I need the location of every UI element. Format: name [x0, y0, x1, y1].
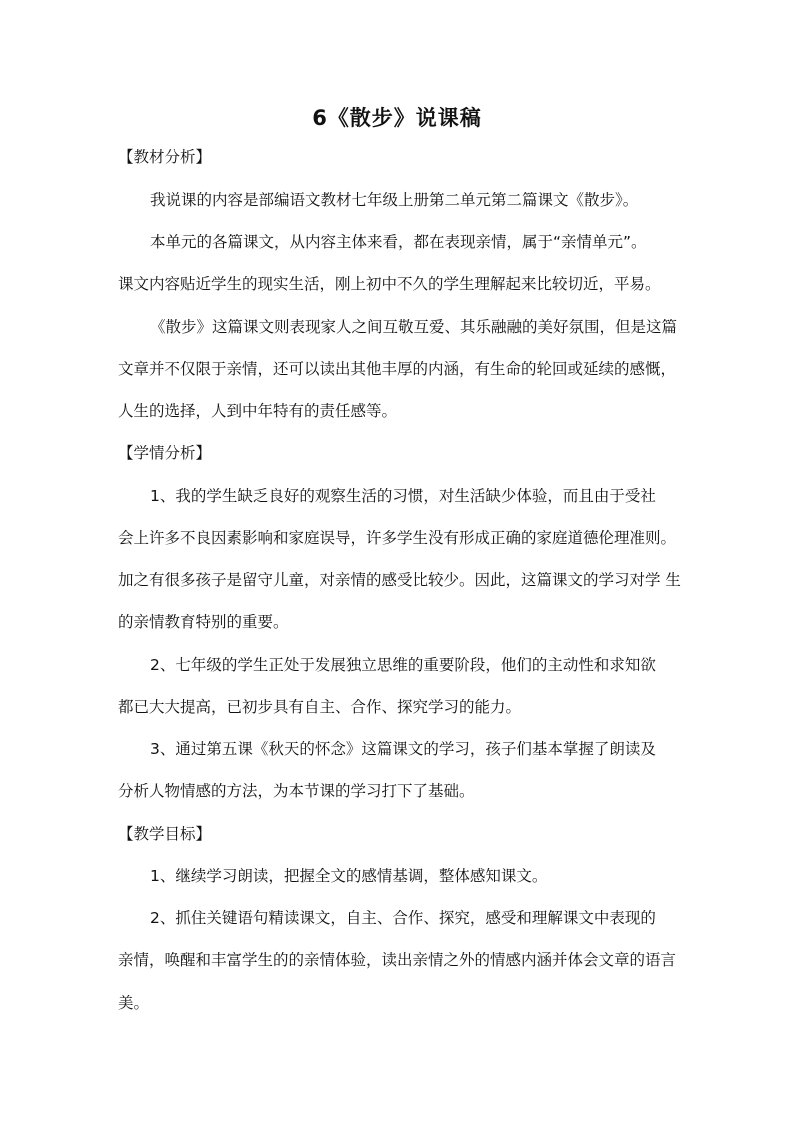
- paragraph-line: 本单元的各篇课文，从内容主体来看，都在表现亲情，属于“亲情单元”。: [150, 233, 647, 251]
- paragraph-line: 都已大大提高，已初步具有自主、合作、探究学习的能力。: [118, 698, 522, 716]
- paragraph-line: 会上许多不良因素影响和家庭误导，许多学生没有形成正确的家庭道德伦理准则。: [118, 529, 677, 547]
- document-title: 6《散步》说课稿: [312, 106, 482, 130]
- paragraph-line: 2、抓住关键语句精读课文，自主、合作、探究，感受和理解课文中表现的: [150, 909, 656, 927]
- paragraph-line: 1、继续学习朗读，把握全文的感情基调，整体感知课文。: [150, 867, 548, 885]
- paragraph-line: 分析人物情感的方法，为本节课的学习打下了基础。: [118, 782, 475, 800]
- paragraph-line: 3、通过第五课《秋天的怀念》这篇课文的学习，孩子们基本掌握了朗读及: [150, 740, 656, 758]
- paragraph-line: 人生的选择，人到中年特有的责任感等。: [118, 402, 398, 420]
- paragraph-line: 《散步》这篇课文则表现家人之间互敬互爱、其乐融融的美好氛围，但是这篇: [150, 318, 678, 336]
- section-heading-student-analysis: 【学情分析】: [118, 444, 212, 462]
- paragraph-line: 加之有很多孩子是留守儿童，对亲情的感受比较少。因此，这篇课文的学习对学 生: [118, 571, 681, 589]
- paragraph-line: 文章并不仅限于亲情，还可以读出其他丰厚的内涵，有生命的轮回或延续的感慨，: [118, 360, 677, 378]
- paragraph-line: 亲情，唤醒和丰富学生的的亲情体验，读出亲情之外的情感内涵并体会文章的语言: [118, 951, 677, 969]
- paragraph-line: 课文内容贴近学生的现实生活，刚上初中不久的学生理解起来比较切近，平易。: [118, 275, 661, 293]
- paragraph-line: 的亲情教育特别的重要。: [118, 613, 289, 631]
- section-heading-teaching-goals: 【教学目标】: [118, 825, 212, 843]
- section-heading-textbook-analysis: 【教材分析】: [118, 148, 212, 166]
- paragraph-line: 1、我的学生缺乏良好的观察生活的习惯，对生活缺少体验，而且由于受社: [150, 487, 656, 505]
- paragraph-line: 我说课的内容是部编语文教材七年级上册第二单元第二篇课文《散步》。: [150, 191, 639, 209]
- paragraph-line: 2、七年级的学生正处于发展独立思维的重要阶段，他们的主动性和求知欲: [150, 656, 656, 674]
- paragraph-line: 美。: [118, 994, 150, 1012]
